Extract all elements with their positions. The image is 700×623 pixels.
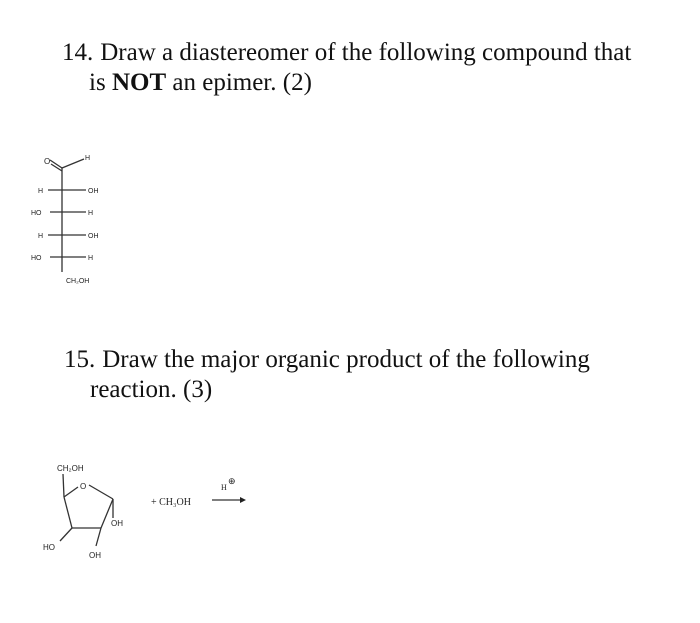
reaction-c1-oh-label: OH (111, 519, 123, 528)
question-15-number: 15. (64, 346, 96, 373)
reaction-catalyst-h: H (221, 483, 227, 492)
fischer-aldehyde-o: O (44, 157, 51, 166)
reaction-catalyst-charge: ⊕ (228, 476, 236, 486)
question-14-emphasis: NOT (111, 69, 167, 96)
reaction-ch2oh-bond (63, 474, 64, 497)
fischer-row-4-left: HO (31, 255, 42, 262)
question-14-number: 14. (62, 39, 94, 66)
reaction-reagent: + CH₃OH (151, 497, 191, 508)
question-14-text-1: Draw a diastereomer of the following compound that (100, 39, 632, 66)
reaction-c3-oh-bond (60, 528, 72, 541)
question-15-line-2: reaction. (3) (90, 376, 213, 403)
reaction-c3-ho-label: HO (43, 543, 55, 552)
fischer-bottom-group: CH₂OH (66, 278, 90, 285)
reaction-c2-oh-label: OH (89, 551, 101, 560)
fischer-row-1-left: H (38, 188, 44, 195)
fischer-aldehyde-h-bond (62, 159, 84, 168)
reaction-ring-bond-c4-o (64, 487, 78, 497)
question-15 (64, 345, 684, 405)
reaction-ch2oh-label: CH₂OH (57, 464, 84, 473)
question-14-text-2b: an epimer. (2) (172, 69, 312, 96)
fischer-row-3-right: OH (88, 233, 99, 240)
reaction-ring-bond-c3-c4 (64, 497, 72, 528)
fischer-row-2-right: H (88, 210, 94, 217)
fischer-row-1-right: OH (88, 188, 99, 195)
fischer-row-3-left: H (38, 233, 44, 240)
question-15-line-1 (64, 345, 684, 375)
reaction-ring-bond-o-c1 (89, 485, 113, 499)
question-15-text-1: Draw the major organic product of the following (102, 346, 590, 373)
fischer-row-4-right: H (88, 255, 94, 262)
reaction-ring-oxygen: O (80, 482, 87, 491)
fischer-row-2-left: HO (31, 210, 42, 217)
reaction-arrow-head (240, 497, 246, 503)
question-14-text-2a: is (89, 69, 106, 96)
fischer-aldehyde-h: H (85, 155, 91, 162)
reaction-c2-oh-bond (96, 528, 101, 546)
